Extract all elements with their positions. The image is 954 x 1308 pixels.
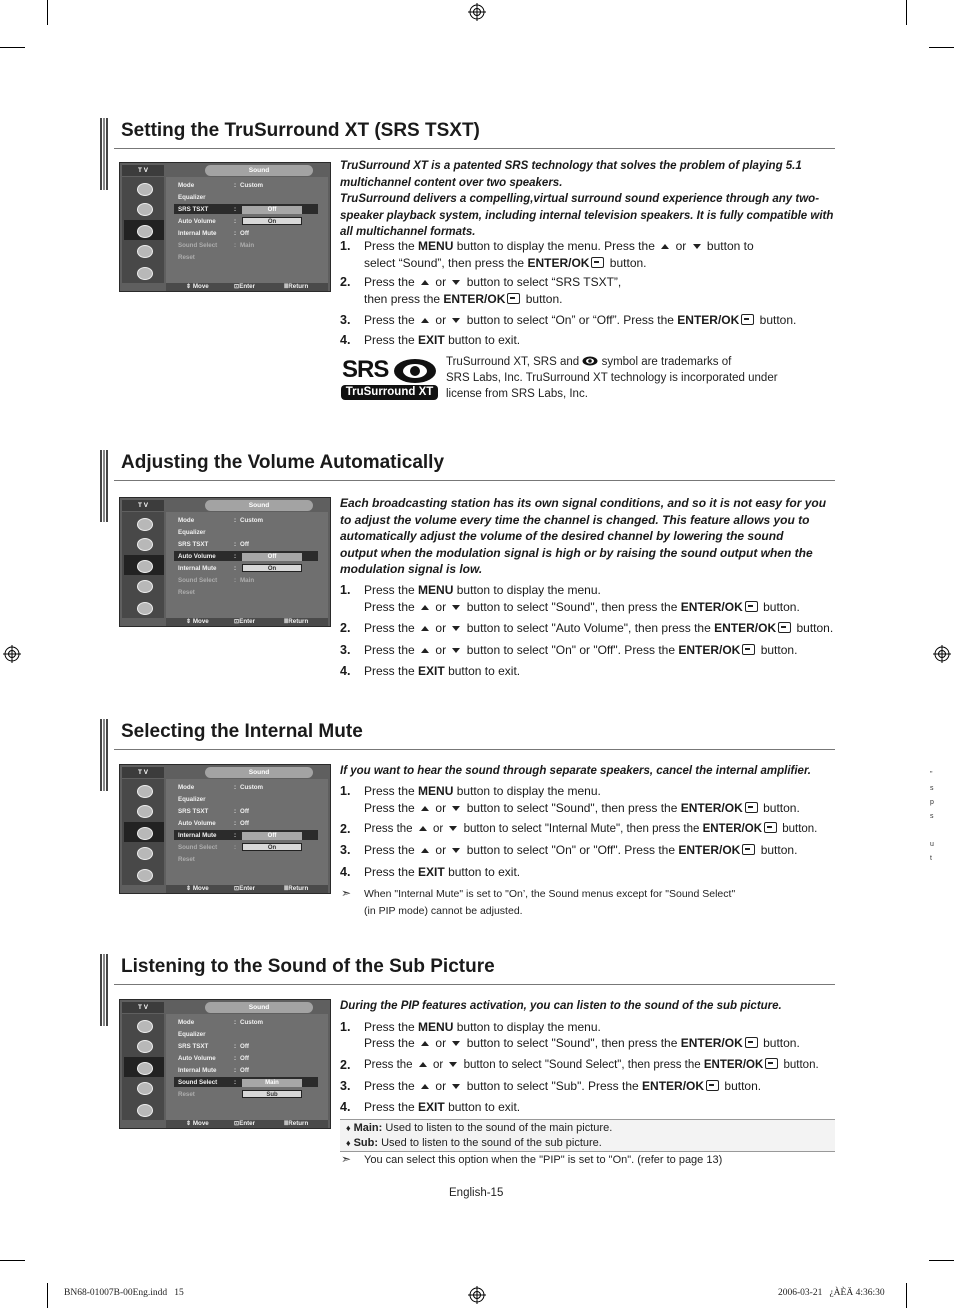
section-title: Adjusting the Volume Automatically — [121, 452, 445, 473]
setup-icon — [135, 265, 153, 279]
section-title: Selecting the Internal Mute — [121, 721, 363, 742]
osd-sound-menu: T V Sound Mode : Custom Equalizer SRS TSXT : Off Auto Volume : Off Internal Mute : Off Sound Select : Reset Main Sub ⇕ Move ⊡Enter ⅢReturn — [119, 999, 331, 1129]
sound-icon — [124, 1057, 164, 1077]
screen-icon — [135, 201, 153, 215]
osd-tab-sound: Sound — [205, 165, 313, 176]
osd-sound-menu: T V Sound Mode : Custom Equalizer SRS TSXT : Off Auto Volume : Off Internal Mute : Sound Select : Reset Off On ⇕ Move ⊡Enter ⅢReturn — [119, 764, 331, 894]
picture-icon — [135, 181, 153, 195]
setup-icon — [135, 1102, 153, 1116]
registration-mark-right — [933, 645, 951, 663]
section-bar — [100, 118, 108, 190]
channel-icon — [135, 845, 153, 859]
setup-icon — [135, 600, 153, 614]
print-date: 2006-03-21 ¿ÀÈÄ 4:36:30 — [778, 1288, 885, 1298]
note-icon: ➣ — [341, 1152, 352, 1166]
sound-icon — [124, 555, 164, 575]
registration-mark-left — [3, 645, 21, 663]
srs-logo: SRS TruSurround XT — [340, 358, 440, 402]
page-number: English-15 — [449, 1187, 504, 1199]
option-sub: ♦ Sub: Used to listen to the sound of the sub picture. — [346, 1137, 602, 1149]
picture-icon — [135, 516, 153, 530]
screen-icon — [135, 1038, 153, 1052]
section-title: Listening to the Sound of the Sub Picture — [121, 956, 495, 977]
channel-icon — [135, 243, 153, 257]
option-box — [340, 1119, 835, 1152]
option-main: ♦ Main: Used to listen to the sound of the main picture. — [346, 1122, 613, 1134]
screen-icon — [135, 536, 153, 550]
setup-icon — [135, 867, 153, 881]
section-intro: Each broadcasting station has its own signal conditions, and so it is not easy for you to adjust the volume every time the channel is changed. This feature allows you to automatically adjust the volume of the desired channel by lowering the sound output when the modulation signal is high or by raising the sound output when the modulation signal is low. — [340, 496, 827, 576]
section-sub-picture-sound: Listening to the Sound of the Sub Picture T V Sound Mode : Custom Equalizer SRS TSXT : Off Auto Volume : Off Internal Mute : Off Sound Select : Reset Main Sub ⇕ Move ⊡Enter ⅢReturn During the PIP features activation, you can listen to the sound of the sub picture. 1. Press the MENU button to display the menu. Press the or button to select "Sound", then press the ENTER/OK button. 2. Press the or button to select "Sound Select", then press the ENTER/OK button. 3. Press the or button to select "Sub". Press the ENTER/OK button. 4. Press the EXIT button to exit. ♦ Main: Used to listen to the sound of the main picture. ♦ Sub: Used to listen to the sound of the sub picture. ➣ You can select this option when the "PIP" is set to "On". (refer to page 13) — [100, 954, 836, 1174]
section-trusurround: Setting the TruSurround XT (SRS TSXT) T V Sound Mode : Custom Equalizer SRS TSXT : Auto Volume : Internal Mute : Off Sound Select : Main Reset Off On ⇕ Move ⊡Enter ⅢReturn TruSurround XT is a patented SRS technology that solves the problem of playing 5.1 multichannel content over two speakers. TruSurround delivers a compelling,virtual surround sound experience through any two- speaker playback system, including internal television speakers. It is fully compatible with all multichannel formats. 1. Press the MENU button to display the menu. Press the or button to select “Sound”, then press the ENTER/OK button. 2. Press the or button to select “SRS TSXT”, then press the ENTER/OK button. 3. Press the or button to select “On” or “Off”. Press the ENTER/OK button. 4. Press the EXIT button to exit. SRS TruSurround XT TruSurround XT, SRS and symbol are trademarks of SRS Labs, Inc. TruSurround XT technology is incorporated under license from SRS Labs, Inc. — [100, 118, 836, 418]
note-text: You can select this option when the "PIP" is set to "On". (refer to page 13) — [364, 1154, 723, 1166]
registration-mark-bottom — [468, 1286, 486, 1304]
screen-icon — [135, 803, 153, 817]
file-name: BN68-01007B-00Eng.indd 15 — [64, 1288, 184, 1298]
registration-mark-top — [468, 3, 486, 21]
note-icon: ➣ — [341, 886, 352, 900]
section-intro: TruSurround XT is a patented SRS technology that solves the problem of playing 5.1 multichannel content over two speakers. TruSurround delivers a compelling,virtual surround sound experience through any two- speaker playback system, including internal television speakers. It is fully compatible with all multichannel formats. — [340, 160, 834, 238]
section-auto-volume: Adjusting the Volume Automatically T V Sound Mode : Custom Equalizer SRS TSXT : Off Auto Volume : Internal Mute : Sound Select : Main Reset Off On ⇕ Move ⊡Enter ⅢReturn Each broadcasting station has its own signal conditions, and so it is not easy for you to adjust the volume every time the channel is changed. This feature allows you to automatically adjust the volume of the desired channel by lowering the sound output when the modulation signal is high or by raising the sound output when the modulation signal is low. 1. Press the MENU button to display the menu. Press the or button to select "Sound", then press the ENTER/OK button. 2. Press the or button to select "Auto Volume", then press the ENTER/OK button. 3. Press the or button to select "On" or "Off". Press the ENTER/OK button. 4. Press the EXIT button to exit. — [100, 450, 836, 690]
note-text: When "Internal Mute" is set to "On’, the Sound menus except for "Sound Select" (in PIP mode) cannot be adjusted. — [364, 888, 736, 917]
trademark-note: TruSurround XT, SRS and symbol are trademarks of SRS Labs, Inc. TruSurround XT technology is incorporated under license from SRS Labs, Inc. — [446, 356, 778, 400]
margin-marks: " s p s u t — [930, 771, 934, 862]
channel-icon — [135, 1080, 153, 1094]
sound-icon — [124, 220, 164, 240]
osd-sound-menu: T V Sound Mode : Custom Equalizer SRS TSXT : Auto Volume : Internal Mute : Off Sound Select : Main Reset Off On ⇕ Move ⊡Enter ⅢReturn — [119, 162, 331, 292]
picture-icon — [135, 783, 153, 797]
osd-sound-menu: T V Sound Mode : Custom Equalizer SRS TSXT : Off Auto Volume : Internal Mute : Sound Select : Main Reset Off On ⇕ Move ⊡Enter ⅢReturn — [119, 497, 331, 627]
section-internal-mute: Selecting the Internal Mute T V Sound Mode : Custom Equalizer SRS TSXT : Off Auto Volume : Off Internal Mute : Sound Select : Reset Off On ⇕ Move ⊡Enter ⅢReturn If you want to hear the sound through separate speakers, cancel the internal amplifier. 1. Press the MENU button to display the menu. Press the or button to select "Sound", then press the ENTER/OK button. 2. Press the or button to select "Internal Mute", then press the ENTER/OK button. 3. Press the or button to select "On" or "Off". Press the ENTER/OK button. 4. Press the EXIT button to exit. ➣ When "Internal Mute" is set to "On’, the Sound menus except for "Sound Select" (in PIP mode) cannot be adjusted. — [100, 719, 836, 929]
section-intro: During the PIP features activation, you can listen to the sound of the sub picture. — [340, 1000, 782, 1012]
sound-icon — [124, 822, 164, 842]
channel-icon — [135, 578, 153, 592]
section-title: Setting the TruSurround XT (SRS TSXT) — [121, 120, 480, 141]
section-intro: If you want to hear the sound through separate speakers, cancel the internal amplifier. — [340, 765, 811, 777]
picture-icon — [135, 1018, 153, 1032]
